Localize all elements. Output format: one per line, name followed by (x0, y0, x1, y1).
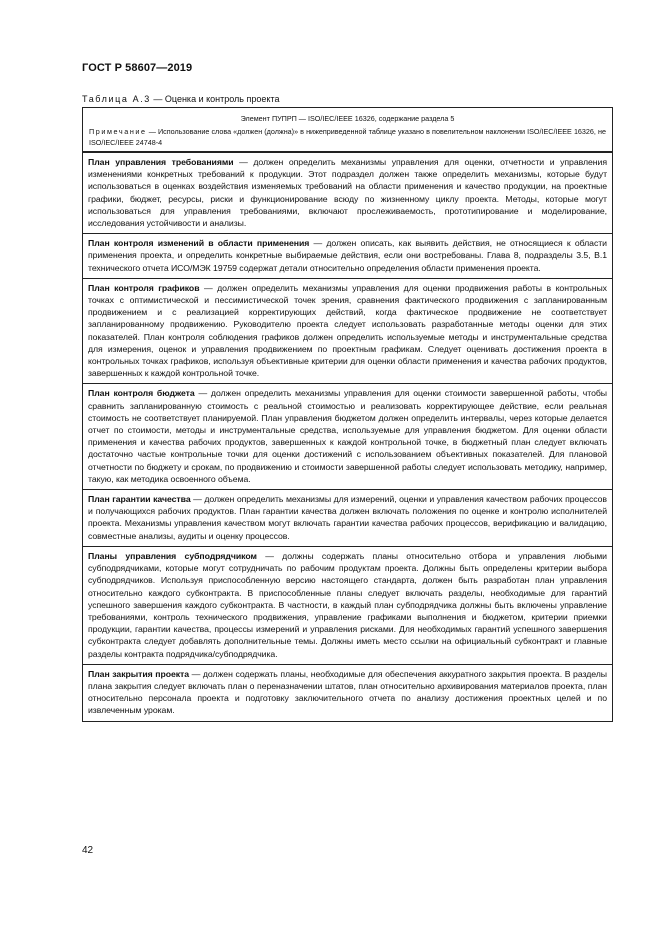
table-row-requirements (83, 153, 612, 233)
page-number: 42 (82, 845, 94, 856)
row-text: — должен описать, как выявить действия, не относящиеся к области применения проекта, и определить конкретные выбираемые действия, если они востребованы. Глава 8, подразделы 3.5, В.1 технического отчета ИСО/МЭК 19759 содержат детали относительно определения области применения проекта. (88, 238, 607, 273)
table-row-scope-change (83, 233, 612, 278)
table-note (89, 126, 606, 148)
table-caption-title: — Оценка и контроль проекта (150, 94, 280, 104)
row-term: План управления требованиями (88, 157, 234, 167)
note-label: Примечание (89, 127, 147, 136)
table-header (83, 108, 612, 153)
table-row-quality (83, 489, 612, 546)
row-term: План контроля графиков (88, 282, 200, 293)
row-term: План контроля изменений в области применения (88, 238, 310, 249)
row-term: Планы управления субподрядчиком (88, 550, 257, 561)
row-text: — должен определить механизмы управления для оценки, отчетности и управления изменениями конкретных требований к продукции. Этот подраздел должен также определить механизмы, которые будут использоваться в оценках воздействия изменяемых требований на области применения и качество продукции, на проектные графики, бюджет, ресурсы, риски и функционирование всюду по жизненному циклу проекта. Методы, которые могут использоваться для управления требованиями, включают прослеживаемость, прототипирование и моделирование, исследования устойчивости и анализы. (88, 157, 607, 229)
table-caption-label: Таблица А.3 (82, 94, 151, 104)
row-text: — должен содержать планы, необходимые для обеспечения аккуратного закрытия проекта. В разделы плана закрытия следует включать план о переназначении штатов, план относительно архивирования материалов проекта, план относительно персонала проекта и подготовку заключительного отчета по анализу достижения проектных целей и по извлеченным урокам. (88, 668, 607, 716)
row-text: — должен определить механизмы управления для оценки стоимости завершенной работы, чтобы сравнить запланированную стоимость с реальной стоимостью и реализовать корректирующее действие, если реальная стоимость не соответствует планируемой. План управления бюджетом должен определить интервалы, через которые делается отчет по стоимости, методы и инструментальные средства, используемые для управления бюджетом. Для оценки области применения и качества рабочих продуктов, завершенных к каждой контрольной точке, в бюджетный план следует включать достаточно частые контрольные точки для оценки достижений с использованием объективных показателей. Для плановой отчетности по бюджету и срокам, по продвижению и стоимости завершенной работы следует использовать методику, например, такую, как методика освоенного объема. (88, 388, 607, 484)
row-term: План контроля бюджета (88, 388, 195, 399)
table-row-schedule (83, 278, 612, 384)
row-text: — должен определить механизмы управления для оценки продвижения работы в контрольных точках с оптимистической и пессимистической точек зрения, сравнения фактического продвижения с запланированным продвижением и с реализацией корректирующих действий, когда фактическое продвижение не соответствует запланированному продвижению. Руководителю проекта следует использовать разработанные методы оценки для этих показателей. План контроля соблюдения графиков должен определить используемые методы и инструментальные средства для измерения, оценок и управления продвижением по проектным графикам. Следует оценивать достижения проекта в контрольных точках графиков, используя объективные критерии для оценки области применения и качества рабочих продуктов, завершенных к каждой контрольной точке. (88, 282, 607, 379)
row-term: План закрытия проекта (88, 668, 190, 679)
note-text: — Использование слова «должен (должна)» в нижеприведенной таблице указано в повелительном наклонении ISO/IEC/IEEE 16326, не ISO/IEC/IEEE 24748-4 (89, 127, 606, 147)
row-term: План гарантии качества (88, 494, 191, 505)
table-row-subcontractor (83, 546, 612, 664)
document-header: ГОСТ Р 58607—2019 (82, 62, 193, 74)
row-text: — должен определить механизмы для измерений, оценки и управления качеством рабочих процессов и получающихся рабочих продуктов. План гарантии качества должен включать положения по оценке и контролю исполнителей проекта. Механизмы управления качеством могут включать гарантии качества рабочих процессов, верификацию и валидацию, совместные анализы, аудиты и оценку процессов. (88, 494, 607, 541)
element-title: Элемент ПУПРП — ISO/IEC/IEEE 16326, содержание раздела 5 (240, 114, 455, 123)
row-text: — должны содержать планы относительно отбора и управления любыми субподрядчиками, которые могут сотрудничать по рабочим продуктам проекта. Должны быть определены критерии выбора субподрядчиков. Используя приспособленную версию настоящего стандарта, должен быть разработан план управления относительно каждого субконтракта. В приспособленные планы следует включать разделы, необходимые для гарантий успешного завершения каждого субконтракта. В частности, в каждый план субподрядчика должны быть включены управление требованиями, контроль технического продвижения, управление графиками выполнения и бюджетом, критерии приемки продукции, гарантии качества, процессы измерений и управления рисками. Для необходимых гарантий успешного завершения субконтракта следует добавлять дополнительные темы. Должны иметь место ссылки на официальный субконтракт и главные разделы контракта подрядчика/субподрядчика. (88, 550, 607, 659)
table-caption (82, 94, 279, 104)
table-row-budget (83, 383, 612, 489)
assessment-table (82, 107, 613, 722)
table-row-closure (83, 664, 612, 721)
